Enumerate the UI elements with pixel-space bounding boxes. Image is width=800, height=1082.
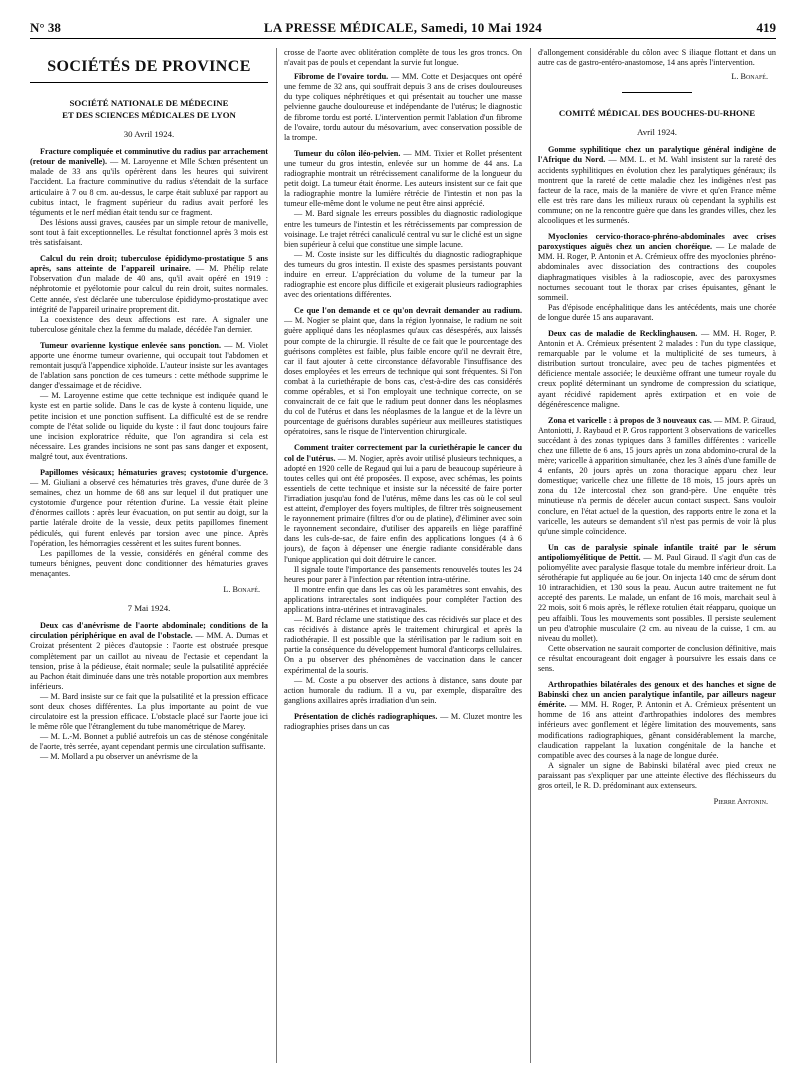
newspaper-page xyxy=(30,18,776,1068)
article-body: — MM. P. Giraud, Antoniotti, J. Raybaud et P. Gros rapportent 3 observations de varicelles succédant à des zonas typiques dans 3 familles différentes : varicelle chez une fillette de 6 ans, 15 jours après un zona abdomino-crural de la mère; varicelle à apparition simultanée, chez les 3 aînés d'une famille de 4 enfants, 20 jours après un zona thoracique apparu chez leur domestique; varicelle chez une fillette de 18 mois, 15 jours après un zona du 12e intercostal chez son grand-père. Une enquête très minutieuse n'a permis de déceler aucun contact suspect. Sans vouloir conclure, en l'état actuel de la question, des rapports entre le zona et la varicelle, les auteurs se demandent s'il n'est pas permis de voir là plus qu'une simple coïncidence. xyxy=(538,415,776,536)
article-title: Deux cas de maladie de Recklinghausen. xyxy=(548,328,698,338)
journal-title: LA PRESSE MÉDICALE, Samedi, 10 Mai 1924 xyxy=(263,20,543,35)
article xyxy=(538,145,776,226)
article-paragraph: — M. Bard signale les erreurs possibles du diagnostic radiologique entre les tumeurs de l'intestin et les rétrécissements par compression de voisinage. Le trajet rétréci canaliculé central vu sur le cliché est un signe bien supérieur à celui que constitue une simple lacune. xyxy=(284,209,522,249)
column-1 xyxy=(30,48,268,1063)
article-body: — M. Giuliani a observé ces hématuries très graves, d'une durée de 3 semaines, chez un homme de 68 ans sur lequel il dut pratiquer une cystotomie d'urgence pour rétention d'urine. La vessie était pleine d'énormes caillots : après leur évacuation, on put sentir au doigt, sur la partie latérale droite de la vessie, deux petits papillomes finement pédiculés, qui furent enlevés par torsion avec une pince. Après l'opération, les hémorragies cessèrent et les suites furent bonnes. xyxy=(30,478,268,548)
article xyxy=(30,621,268,762)
article xyxy=(30,468,268,579)
session-date: 30 Avril 1924. xyxy=(123,129,175,140)
article-body: — MM. Tixier et Rollet présentent une tumeur du gros intestin, enlevée sur un homme de 44 ans. La radiographie montrait un rétrécissement canaliforme de la longueur du petit doigt. La tumeur était énorme. Les auteurs insistent sur ce fait que la radiographie montre la lumière rétrécie de l'intestin et non pas la tumeur elle-même dont le volume ne peut être ainsi apprécié. xyxy=(284,148,522,209)
article-title: Zona et varicelle : à propos de 3 nouveaux cas. xyxy=(548,415,712,425)
article-body: — MM. Cotte et Desjacques ont opéré une femme de 32 ans, qui souffrait depuis 3 ans de crises douloureuses du type coliques néphrétiques et qui présentait au toucher une masse pelvienne gauche douloureuse et indépendante de l'utérus; le diagnostic de fibrome tordu est porté. L'intervention permit l'ablation d'un fibrome de l'ovaire, tordu autour du mésovarium, avec conservation possible de la trompe. xyxy=(284,72,522,142)
continued-text: d'allongement considérable du côlon avec S iliaque flottant et dans un autre cas de gastro-entéro-anastomose, 14 ans après l'intervention. xyxy=(538,48,776,68)
article xyxy=(538,543,776,674)
article-title: Myoclonies cervico-thoraco-phréno-abdominales avec crises paroxystiques aiguës chez un ancien choréique. xyxy=(538,232,776,252)
article-title: Tumeur ovarienne kystique enlevée sans ponction. xyxy=(40,340,221,350)
article-paragraph: — M. L.-M. Bonnet a publié autrefois un cas de sténose congénitale de l'aorte, très serrée, ayant cependant permis une circulation suffisante. xyxy=(30,732,268,752)
article xyxy=(284,306,522,437)
article-paragraph: A signaler un signe de Babinski bilatéral avec pied creux ne paraissant pas s'expliquer par une atteinte élective des fléchisseurs du gros orteil, le R. D. prédominant aux extenseurs. xyxy=(538,760,776,790)
committee-name: COMITÉ MÉDICAL DES BOUCHES-DU-RHONE xyxy=(558,108,756,119)
article-title: Calcul du rein droit; tuberculose épididymo-prostatique 5 ans après, sans atteinte de l'appareil urinaire. xyxy=(30,254,268,274)
article xyxy=(30,147,268,248)
article xyxy=(538,329,776,410)
article-body: — MM. H. Roger, P. Antonin et A. Crémieux présentent 2 malades : l'un du type classique, remarquable par le volume et la multiplicité de ses tumeurs, à distribution surtout tronculaire, avec peu de taches pigmentées et déficience mentale associée; le deuxième offrant une tumeur royale du creux poplité déterminant un syndrome de compression du sciatique, ayant récidivé rapidement après extirpation et en voie de dégénérescence maligne. xyxy=(538,328,776,409)
running-header xyxy=(30,18,776,39)
article-paragraph: Il signale toute l'importance des pansements renouvelés toutes les 24 heures pour parer à l'infection par rétention intra-utérine. xyxy=(284,564,522,584)
article xyxy=(538,680,776,791)
article-paragraph: — M. Bard réclame une statistique des cas récidivés sur place et des cas récidivés à distance après le traitement chirurgical et après la radiothérapie. Il est possible que la stérilisation par le radium soit en partie la conséquence du développement humoral d'anticorps cellulaires. On a pu observer des phénomènes de vaccination dans le cancer expérimental de la souris. xyxy=(284,615,522,675)
article xyxy=(538,416,776,537)
article xyxy=(30,341,268,462)
column-2 xyxy=(284,48,522,1063)
article-title: Ce que l'on demande et ce qu'on devrait demander au radium. xyxy=(294,306,522,316)
column-3 xyxy=(538,48,776,1063)
article-paragraph: Pas d'épisode encéphalitique dans les antécédents, mais une chorée de longue durée 15 ans auparavant. xyxy=(538,302,776,322)
article-body: — M. Nogier, après avoir utilisé plusieurs techniques, a adopté en 1920 celle de Regaud qui lui a paru de beaucoup supérieure à toutes celles qui ont été proposées. Il expose, avec schémas, les points essentiels de cette technique et insiste sur la nécessité de faire porter l'irradiation jusqu'au fond de l'utérus, même dans les cas où le col seul est atteint, d'employer des foyers multiples, de filtrer très soigneusement le rayonnement primaire (filtres d'or ou de platine), d'éliminer avec soin le rayonnement secondaire, d'utiliser des appareils en liège paraffiné dans les culs-de-sac, de faire enfin des applications longues (4 à 6 jours), de façon à dépenser une énergie radiante considérable dans l'unique application qui doit détruire le cancer. xyxy=(284,453,522,564)
section-rule xyxy=(30,82,268,83)
society-name xyxy=(30,97,268,121)
article-body: — MM. H. Roger, P. Antonin et A. Crémieux présentent un homme de 16 ans atteint d'arthropathies indolores des membres inférieurs avec gonflement et légère limitation des mouvements, sans modifications radiographiques, gênant considérablement la marche, claudication rappelant la luxation congénitale de la hanche et compatible avec des courses à la nage de longue durée. xyxy=(538,700,776,760)
article xyxy=(284,149,522,300)
issue-number: N° 38 xyxy=(30,20,61,35)
article xyxy=(284,72,522,143)
article-paragraph: — M. Coste insiste sur les difficultés du diagnostic radiographique des tumeurs du gros intestin. Il existe des spasmes persistants pouvant induire en erreur. L'appréciation du volume de la tumeur par la radiographie est encore plus difficile et exigerait plusieurs radiographies avec des orientations différentes. xyxy=(284,249,522,300)
article-title: Un cas de paralysie spinale infantile traité par le sérum antipoliomyélitique de Pettit. xyxy=(538,542,776,562)
article-title: Fracture compliquée et comminutive du radius par arrachement (retour de manivelle). xyxy=(30,147,268,167)
article-body: — M. Paul Giraud. Il s'agit d'un cas de poliomyélite avec paralysie flasque totale du membre inférieur droit. La sérothérapie fut appliquée au 6e jour. On injecta 140 cmc de sérum dont 10 intrarachidien, et 130 sous la peau. Aucun autre traitement ne fut accepté des parents. Le malade, un enfant de 16 mois, marchait seul à 22 mois, soit 6 mois après, le réflexe rotulien était réapparu, quoique un peu affaibli. Tous les mouvements sont possibles. Il persiste seulement un peu d'atrophie musculaire (2 cm. au niveau de la cuisse, 1 cm. au niveau du mollet). xyxy=(538,552,776,643)
article-title: Papillomes vésicaux; hématuries graves; cystotomie d'urgence. xyxy=(40,468,268,477)
column-divider xyxy=(276,48,277,1063)
continued-text: crosse de l'aorte avec oblitération complète de tous les gros troncs. On n'avait pas de pouls et cependant la survie fut longue. xyxy=(284,48,522,68)
society-line-1: SOCIÉTÉ NATIONALE DE MÉDECINE xyxy=(69,98,229,109)
article-title: Arthropathies bilatérales des genoux et des hanches et signe de Babinski chez un ancien paralytique infantile, par ailleurs nageur émérite. xyxy=(538,680,776,710)
article-paragraph: — M. Coste a pu observer des actions à distance, sans doute par action humorale du radium. Il a vu, par exemple, disparaître des ganglions axillaires après irradiation d'un sein. xyxy=(284,675,522,705)
article-body: — M. Cluzet montre les radiographies prises dans un cas xyxy=(284,711,522,731)
article-title: Gomme syphilitique chez un paralytique général indigène de l'Afrique du Nord. xyxy=(538,145,776,165)
separator-rule xyxy=(622,92,692,93)
article-paragraph: La coexistence des deux affections est rare. A signaler une tuberculose génitale chez la femme du malade, décédée l'an dernier. xyxy=(30,314,268,334)
column-divider xyxy=(530,48,531,1063)
article-body: — M. Violet apporte une énorme tumeur ovarienne, qui occupait tout l'abdomen et remontait jusqu'à l'appendice xiphoïde. L'auteur insiste sur les avantages de l'ablation sans ponction de ces tumeurs : cette méthode supprime le danger d'essaimage et de récidive. xyxy=(30,340,268,391)
article xyxy=(30,254,268,335)
article-title: Fibrome de l'ovaire tordu. xyxy=(294,72,389,82)
article-title: Tumeur du côlon iléo-pelvien. xyxy=(294,148,401,158)
article-body: — MM. L. et M. Wahl insistent sur la rareté des accidents syphilitiques en évolution chez les paralytiques généraux; ils montrent que la rareté de cette maladie chez les indigènes n'est pas facteur de la race, mais de la manière de vivre et qu'en France même elle est très rare dans les milieux ruraux où cependant la syphilis est commune; on ne la rencontre guère que dans les grandes villes, chez les alcooliques et les surmenés. xyxy=(538,155,776,226)
signature: L. Bonafé. xyxy=(223,585,260,595)
article-body: — M. Phélip relate l'observation d'un malade de 40 ans, qu'il avait opéré en 1919 : néphrotomie et pyélotomie pour calcul du rein droit, suites normales. Cette année, s'est déclarée une tuberculose épididymo-prostatique avec intégrité de l'appareil urinaire proprement dit. xyxy=(30,264,268,314)
article-body: — Le malade de MM. H. Roger, P. Antonin et A. Crémieux offre des myoclonies phréno-abdominales avec dissociation des contractions des coupoles diaphragmatiques visibles à la radioscopie, avec des paroxysmes nocturnes secouant tout le thorax par crises épuisantes, gênant le sommeil. xyxy=(538,242,776,302)
page-number: 419 xyxy=(756,20,776,35)
article-paragraph: Les papillomes de la vessie, considérés en général comme des tumeurs bénignes, peuvent donc conditionner des hématuries graves menaçantes. xyxy=(30,548,268,578)
society-line-2: ET DES SCIENCES MÉDICALES DE LYON xyxy=(62,110,236,121)
article-body: — M. Laroyenne et Mlle Schœn présentent un malade de 33 ans qu'ils opérèrent dans les heures qui suivirent l'accident. La fracture comminutive du radius s'étendait de la surface articulaire à 7 ou 8 cm. au-dessus, le carpe était subluxé par rapport au cubitus intact, le fragment supérieur du radius avait perforé les téguments et le nerf médian était tendu sur ce fragment. xyxy=(30,157,268,217)
section-title: SOCIÉTÉS DE PROVINCE xyxy=(47,58,251,75)
article xyxy=(284,443,522,705)
article-title: Comment traiter correctement par la curiethérapie le cancer du col de l'utérus. xyxy=(284,443,522,463)
session-date: Avril 1924. xyxy=(637,127,677,138)
article-body: — MM. A. Dumas et Croizat présentent 2 pièces d'autopsie : l'aorte est obstruée presque complètement par un caillot au niveau de l'ectasie et cependant la tension, prise à la pédieuse, était normale; seule la pulsatilité appréciée au Pachon était diminuée dans une très notable proportion aux membres inférieurs. xyxy=(30,631,268,691)
article-title: Présentation de clichés radiographiques. xyxy=(294,711,438,721)
signature: Pierre Antonin. xyxy=(713,797,768,807)
article-body: — M. Nogier se plaint que, dans la région lyonnaise, le radium ne soit guère appliqué dans les néoplasmes qu'aux cas désespérés, aux laissés pour compte de la chirurgie. Il résulte de ce fait que le pourcentage des guérisons complètes est faible, plus faible encore qu'il ne devrait être, car il faut ajouter à cette circonstance défavorable l'insuffisance des doses employées et les erreurs de technique qui sont fréquentes. Si l'on combat à la curiethérapie de bons cas, c'est-à-dire des cas considérés comme opérables, et si l'on employait une technique correcte, on se convaincrait de ce fait que le radium peut donner dans les néoplasmes du col de l'utérus et dans les néoplasmes de la langue et de la lèvre un pourcentage de guérisons durables supérieur aux meilleures statistiques opératoires, sans le risque de l'intervention chirurgicale. xyxy=(284,316,522,437)
article-paragraph: — M. Laroyenne estime que cette technique est indiquée quand le kyste est en partie solide. Dans le cas de kyste à contenu liquide, une petite incision et une ponction suffisent. La difficulté est de se rendre compte de l'état solide ou liquide du kyste : il faut donc toujours faire une incision exploratrice réduite, que l'on agrandira si cela est nécessaire. Les grandes incisions ne sont pas sans danger et exposent, malgré tout, aux éventrations. xyxy=(30,391,268,461)
article xyxy=(538,232,776,323)
article-paragraph: Des lésions aussi graves, causées par un simple retour de manivelle, sont tout à fait exceptionnelles. Le résultat fonctionnel après 3 mois est très satisfaisant. xyxy=(30,217,268,248)
article-title: Deux cas d'anévrisme de l'aorte abdominale; conditions de la circulation périphérique en aval de l'obstacle. xyxy=(30,621,268,641)
article-paragraph: — M. Mollard a pu observer un anévrisme de la xyxy=(40,752,198,762)
article-paragraph: — M. Bard insiste sur ce fait que la pulsatilité et la pression efficace sont deux choses différentes. La plus importante au point de vue circulatoire est la pression efficace. L'obstacle placé sur l'aorte joue ici le même rôle que l'étranglement du tube manométrique de Marey. xyxy=(30,691,268,732)
article-paragraph: Cette observation ne saurait comporter de conclusion définitive, mais ce résultat encourageant doit engager à poursuivre les essais dans ce sens. xyxy=(538,643,776,673)
article xyxy=(284,712,522,732)
session-date: 7 Mai 1924. xyxy=(127,603,171,614)
article-paragraph: Il montre enfin que dans les cas où les paramètres sont envahis, des applications intrarectales sont indiquées pour compléter l'action des applications intra-utérines et intravaginales. xyxy=(284,584,522,614)
signature: L. Bonafé. xyxy=(731,72,768,82)
